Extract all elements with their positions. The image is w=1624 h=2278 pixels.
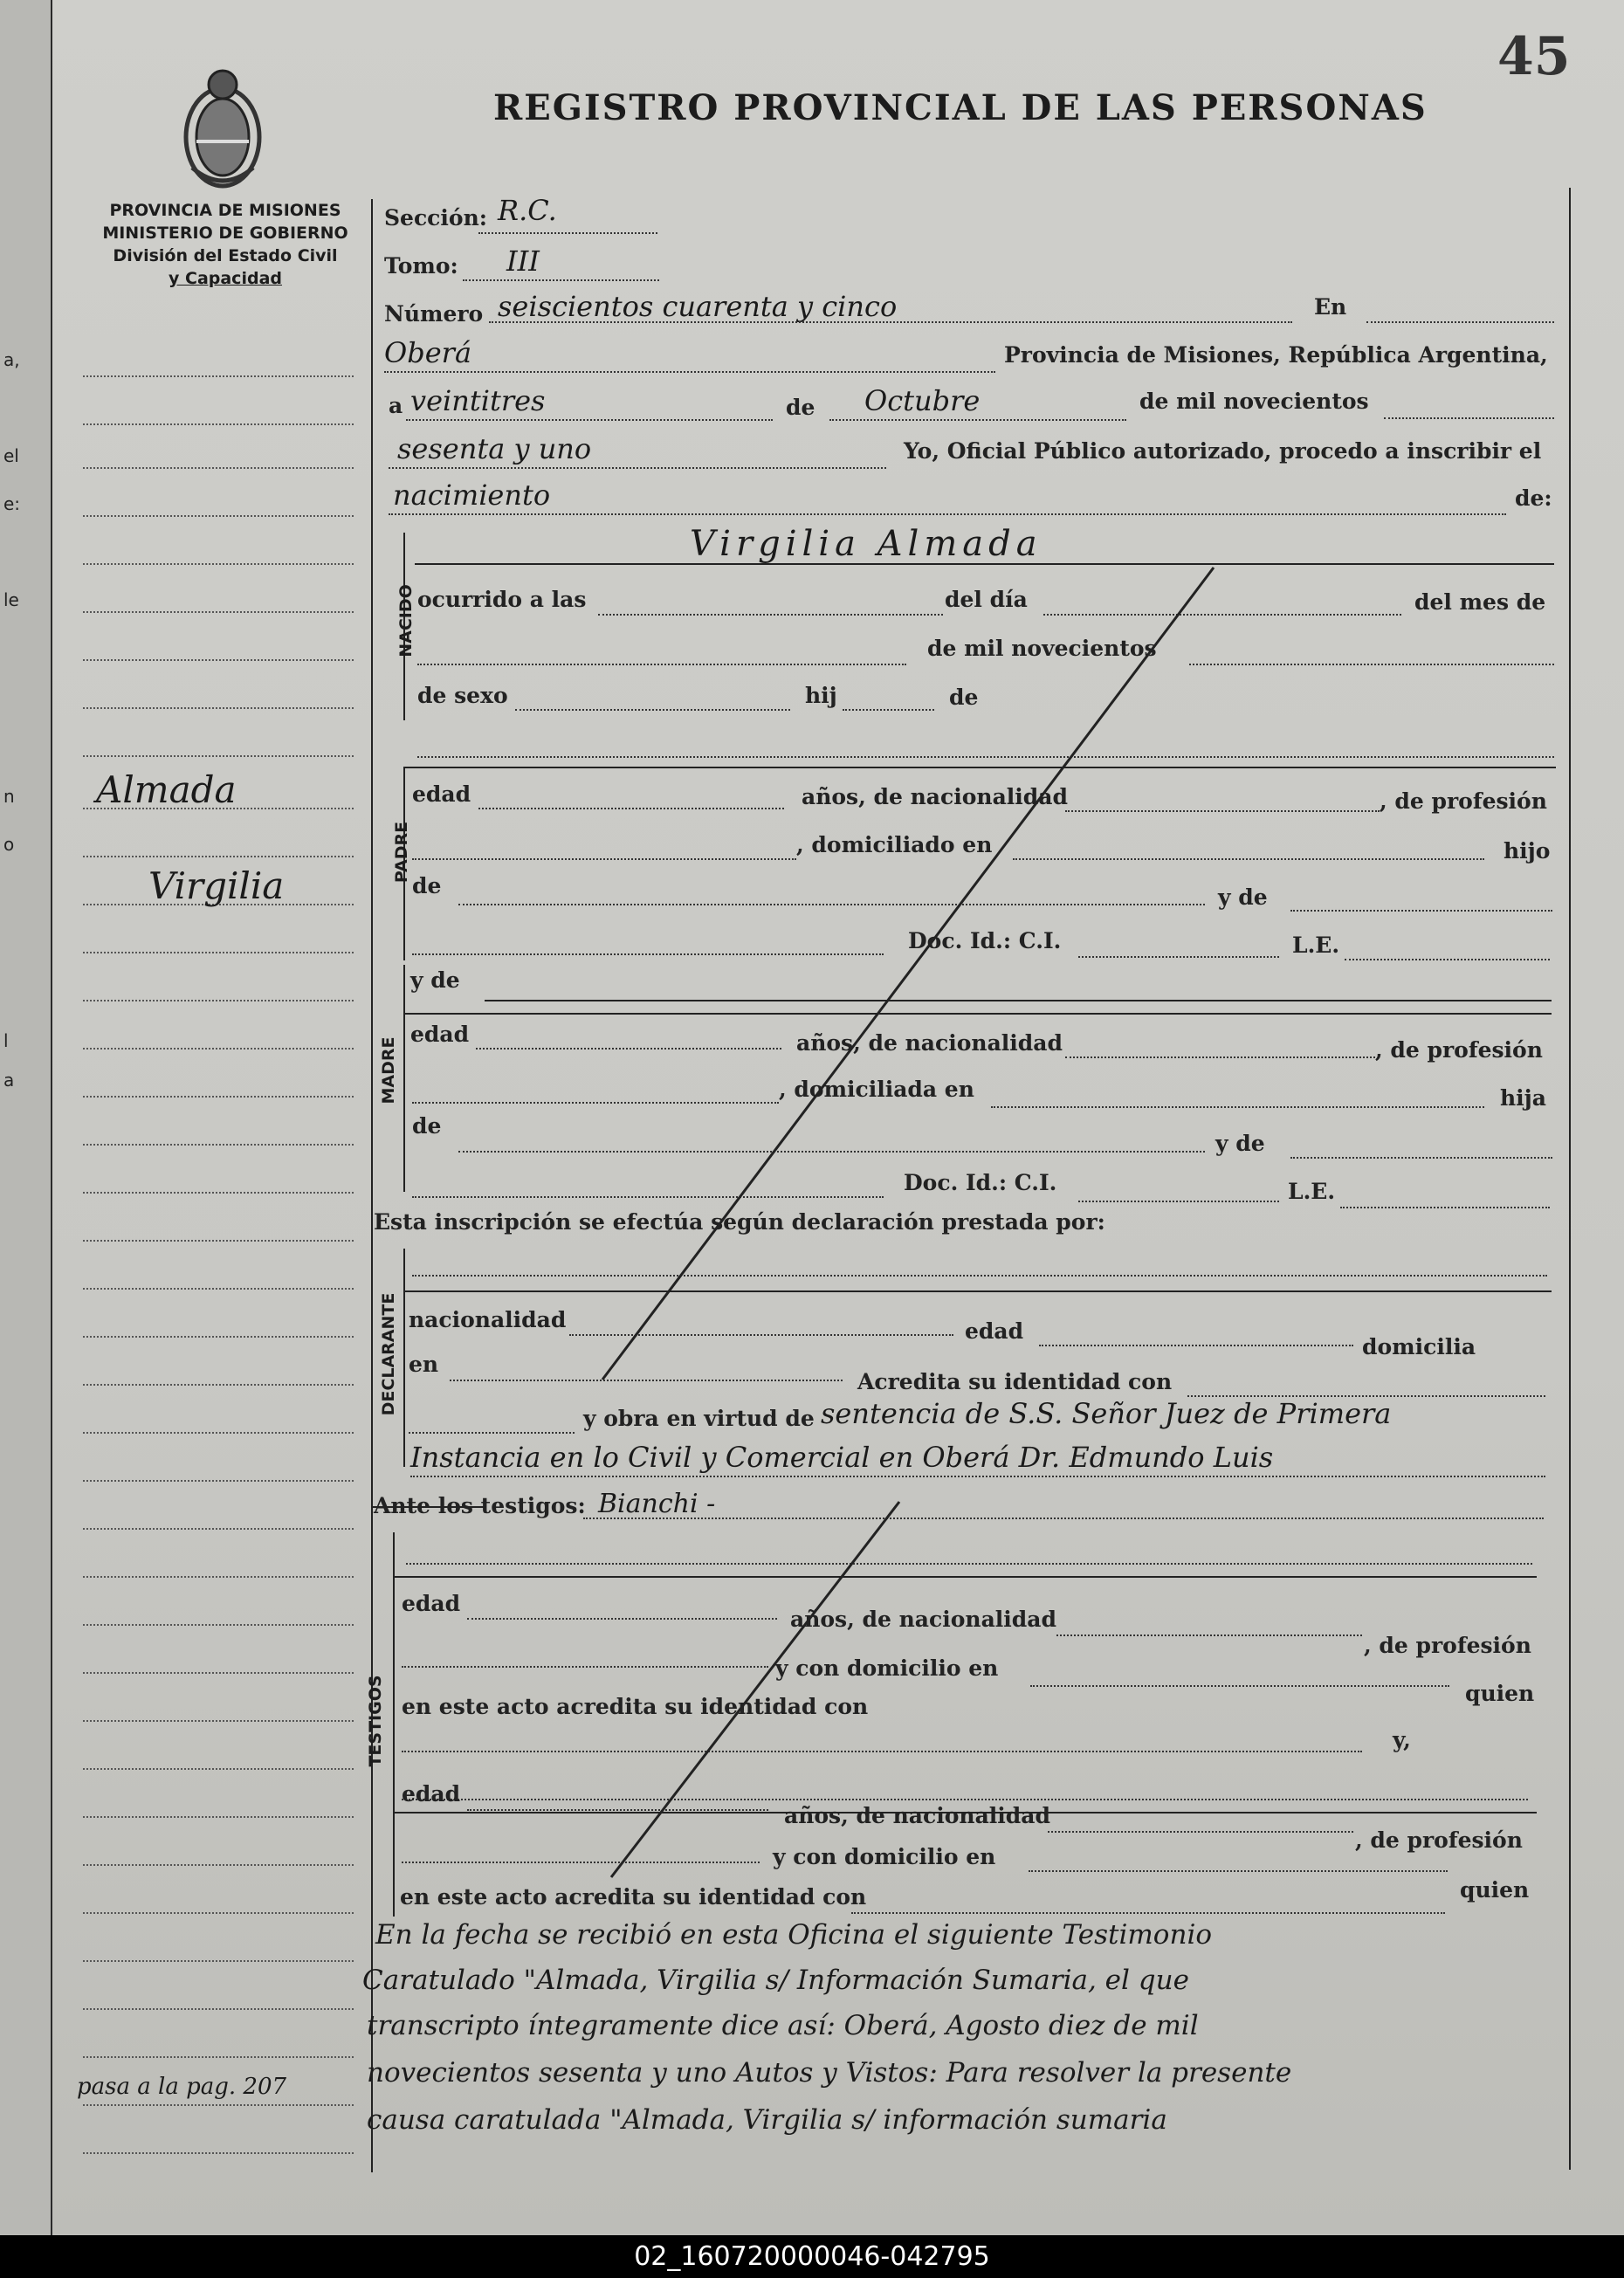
testigo1-edad-label: edad xyxy=(402,1591,461,1616)
sexo-label: de sexo xyxy=(417,683,508,708)
declarante-intro: Esta inscripción se efectúa según declaración prestada por: xyxy=(374,1209,1105,1235)
padre-le-label: L.E. xyxy=(1292,933,1340,958)
place-value: Oberá xyxy=(384,336,472,369)
hij-label: hij xyxy=(805,683,837,708)
ocurrido-label: ocurrido a las xyxy=(417,587,587,612)
nacido-side-label: NACIDO xyxy=(396,584,416,657)
month-value: Octubre xyxy=(864,384,981,417)
numero-value: seiscientos cuarenta y cinco xyxy=(498,290,898,323)
note-line: causa caratulada "Almada, Virgilia s/ información sumaria xyxy=(367,2104,1167,2136)
declarante-nacionalidad-label: nacionalidad xyxy=(409,1307,567,1332)
padre-doc-label: Doc. Id.: C.I. xyxy=(908,928,1062,953)
madre-anos-label: años, de nacionalidad xyxy=(796,1030,1063,1056)
padre-profesion-label: , de profesión xyxy=(1380,788,1547,814)
en-label: En xyxy=(1314,294,1347,320)
tomo-label: Tomo: xyxy=(384,253,458,279)
page-number: 45 xyxy=(1497,26,1571,87)
document-title: REGISTRO PROVINCIAL DE LAS PERSONAS xyxy=(493,87,1428,128)
nacido-mil-label: de mil novecientos xyxy=(927,636,1157,661)
seccion-label: Sección: xyxy=(384,205,487,231)
madre-profesion-label: , de profesión xyxy=(1375,1037,1543,1063)
year-value: sesenta y uno xyxy=(397,432,592,465)
margin-surname: Almada xyxy=(96,768,237,811)
testigos-side-label: TESTIGOS xyxy=(366,1675,385,1767)
del-dia-label: del día xyxy=(945,587,1028,612)
day-value: veintitres xyxy=(410,384,546,417)
numero-label: Número xyxy=(384,301,484,327)
a-label: a xyxy=(389,393,403,418)
declarante-domicilia-label: domicilia xyxy=(1362,1334,1476,1359)
note-line: Caratulado "Almada, Virgilia s/ Información Sumaria, el que xyxy=(362,1965,1189,1996)
declarante-edad-label: edad xyxy=(965,1318,1024,1344)
testigo1-y-label: y, xyxy=(1393,1727,1411,1752)
padre-hijo-label: hijo xyxy=(1504,838,1551,864)
provincia-label: Provincia de Misiones, República Argentina, xyxy=(1004,342,1548,368)
nacido-de-label: de xyxy=(949,685,979,710)
note-line: En la fecha se recibió en esta Oficina el siguiente Testimonio xyxy=(375,1919,1213,1951)
madre-y-de-label: y de xyxy=(410,967,460,993)
padre-y-de-label: y de xyxy=(1218,884,1268,910)
agency-line: y Capacidad xyxy=(169,269,282,288)
padre-edad-label: edad xyxy=(412,781,471,807)
note-line: transcripto íntegramente dice así: Oberá, Agosto diez de mil xyxy=(367,2010,1199,2041)
declarante-en-label: en xyxy=(409,1352,439,1377)
testigo2-domicilio-label: y con domicilio en xyxy=(773,1844,996,1869)
padre-de-label: de xyxy=(412,873,442,898)
padre-domiciliado-label: , domiciliado en xyxy=(796,832,993,857)
testigo1-domicilio-label: y con domicilio en xyxy=(775,1655,999,1681)
mil-label: de mil novecientos xyxy=(1139,389,1369,414)
testigo1-profesion-label: , de profesión xyxy=(1364,1633,1531,1658)
declarante-side-label: DECLARANTE xyxy=(379,1292,398,1416)
madre-side-label: MADRE xyxy=(379,1036,398,1105)
image-caption: 02_160720000046-042795 xyxy=(0,2235,1624,2278)
declarante-obra-label: y obra en virtud de xyxy=(583,1406,815,1431)
act-value: nacimiento xyxy=(393,478,551,512)
oficial-label: Yo, Oficial Público autorizado, procedo a inscribir el xyxy=(904,438,1542,464)
madre-le-label: L.E. xyxy=(1288,1179,1336,1204)
madre-hija-label: hija xyxy=(1500,1085,1546,1111)
seccion-value: R.C. xyxy=(498,194,557,227)
madre-doc-label: Doc. Id.: C.I. xyxy=(904,1170,1057,1195)
agency-line: División del Estado Civil xyxy=(113,246,338,265)
declarante-obra-value: sentencia de S.S. Señor Juez de Primera xyxy=(821,1397,1392,1430)
declarante-acredita-label: Acredita su identidad con xyxy=(857,1369,1173,1394)
nacido-name: Virgilia Almada xyxy=(690,524,1043,564)
ante-testigos-value: Bianchi - xyxy=(598,1489,716,1519)
del-mes-label: del mes de xyxy=(1414,589,1546,615)
margin-given-name: Virgilia xyxy=(148,864,285,907)
de-label: de xyxy=(786,395,815,420)
madre-de-label: de xyxy=(412,1113,442,1139)
margin-continue-note: pasa a la pag. 207 xyxy=(77,2074,287,2100)
padre-side-label: PADRE xyxy=(392,821,411,884)
testigo1-quien-label: quien xyxy=(1465,1681,1535,1706)
madre-domiciliada-label: , domiciliada en xyxy=(779,1077,974,1102)
ante-testigos-label: Ante los testigos: xyxy=(374,1493,586,1518)
agency-line: PROVINCIA DE MISIONES xyxy=(109,201,341,220)
testigo1-anos-label: años, de nacionalidad xyxy=(790,1607,1056,1632)
testigo1-acto-label: en este acto acredita su identidad con xyxy=(402,1694,869,1719)
testigo2-quien-label: quien xyxy=(1460,1877,1530,1903)
declarante-obra-value2: Instancia en lo Civil y Comercial en Oberá Dr. Edmundo Luis xyxy=(410,1441,1274,1474)
note-line: novecientos sesenta y uno Autos y Vistos: Para resolver la presente xyxy=(367,2057,1292,2089)
padre-anos-label: años, de nacionalidad xyxy=(802,784,1068,809)
testigo2-profesion-label: , de profesión xyxy=(1355,1827,1523,1853)
binding-strip: a, el e: le n o l a xyxy=(0,0,52,2235)
madre-y-de2-label: y de xyxy=(1215,1131,1265,1156)
testigo2-acto-label: en este acto acredita su identidad con xyxy=(400,1884,867,1910)
tomo-value: III xyxy=(506,244,540,278)
testigo2-edad-label: edad xyxy=(402,1781,461,1807)
madre-edad-label: edad xyxy=(410,1022,470,1047)
testigo2-anos-label: años, de nacionalidad xyxy=(784,1803,1050,1828)
agency-line: MINISTERIO DE GOBIERNO xyxy=(102,224,348,243)
de-end-label: de: xyxy=(1515,485,1552,511)
